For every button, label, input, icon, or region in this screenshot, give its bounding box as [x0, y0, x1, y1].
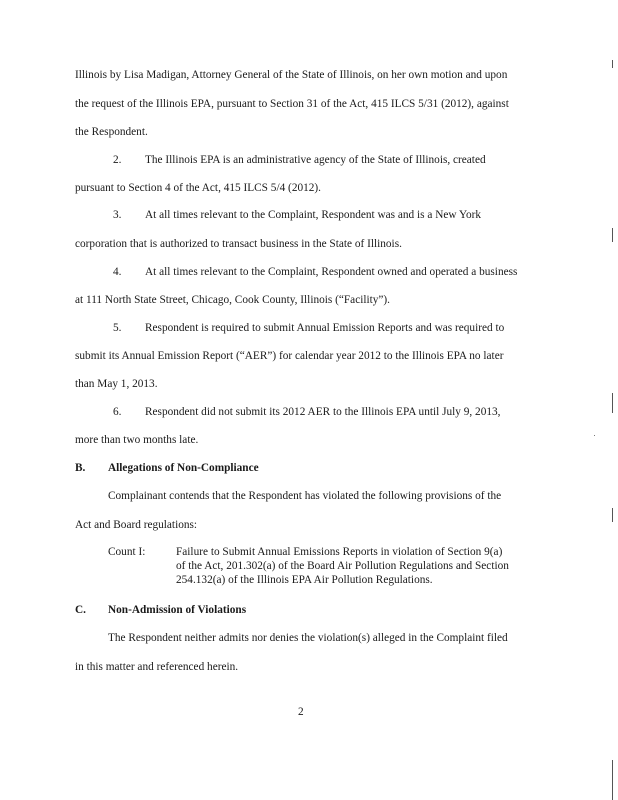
paragraph-1-line-3: the Respondent.	[75, 126, 148, 138]
paragraph-4-line-1: At all times relevant to the Complaint, Respondent owned and operated a business	[145, 266, 518, 278]
paragraph-3-number: 3.	[113, 209, 122, 221]
paragraph-2-line-1: The Illinois EPA is an administrative agency of the State of Illinois, created	[145, 154, 486, 166]
paragraph-3-line-2: corporation that is authorized to transact business in the State of Illinois.	[75, 238, 402, 250]
paragraph-3-line-1: At all times relevant to the Complaint, Respondent was and is a New York	[145, 209, 482, 221]
count-1-line-2: of the Act, 201.302(a) of the Board Air Pollution Regulations and Section	[176, 560, 509, 572]
scan-mark	[612, 393, 613, 413]
paragraph-4-number: 4.	[113, 266, 122, 278]
scan-mark	[612, 228, 613, 242]
paragraph-6-line-1: Respondent did not submit its 2012 AER to the Illinois EPA until July 9, 2013,	[145, 406, 501, 418]
section-c-heading: Non-Admission of Violations	[108, 604, 247, 616]
paragraph-2-line-2: pursuant to Section 4 of the Act, 415 ILCS 5/4 (2012).	[75, 182, 321, 194]
paragraph-5-line-3: than May 1, 2013.	[75, 378, 158, 390]
section-b-heading: Allegations of Non-Compliance	[108, 462, 259, 474]
section-b-letter: B.	[75, 462, 86, 474]
scan-dot	[594, 435, 595, 436]
paragraph-2-number: 2.	[113, 154, 122, 166]
paragraph-1-line-1: Illinois by Lisa Madigan, Attorney General of the State of Illinois, on her own motion and upon	[75, 69, 508, 81]
paragraph-4-line-2: at 111 North State Street, Chicago, Cook County, Illinois (“Facility”).	[75, 294, 391, 306]
section-c-letter: C.	[75, 604, 86, 616]
section-b-line-1: Complainant contends that the Respondent has violated the following provisions of the	[108, 490, 502, 502]
paragraph-6-line-2: more than two months late.	[75, 434, 199, 446]
scan-mark	[612, 60, 613, 68]
section-c-line-2: in this matter and referenced herein.	[75, 661, 239, 673]
page-number: 2	[298, 706, 304, 718]
scan-mark	[612, 760, 613, 800]
count-1-label: Count I:	[108, 546, 146, 558]
paragraph-5-number: 5.	[113, 322, 122, 334]
paragraph-6-number: 6.	[113, 406, 122, 418]
paragraph-1-line-2: the request of the Illinois EPA, pursuant to Section 31 of the Act, 415 ILCS 5/31 (2012), against	[75, 98, 509, 110]
count-1-line-1: Failure to Submit Annual Emissions Reports in violation of Section 9(a)	[176, 546, 503, 558]
section-c-line-1: The Respondent neither admits nor denies the violation(s) alleged in the Complaint filed	[108, 632, 508, 644]
scan-mark	[612, 508, 613, 522]
paragraph-5-line-2: submit its Annual Emission Report (“AER”) for calendar year 2012 to the Illinois EPA no later	[75, 350, 504, 362]
section-b-line-2: Act and Board regulations:	[75, 519, 198, 531]
paragraph-5-line-1: Respondent is required to submit Annual Emission Reports and was required to	[145, 322, 505, 334]
count-1-line-3: 254.132(a) of the Illinois EPA Air Pollution Regulations.	[176, 574, 433, 586]
